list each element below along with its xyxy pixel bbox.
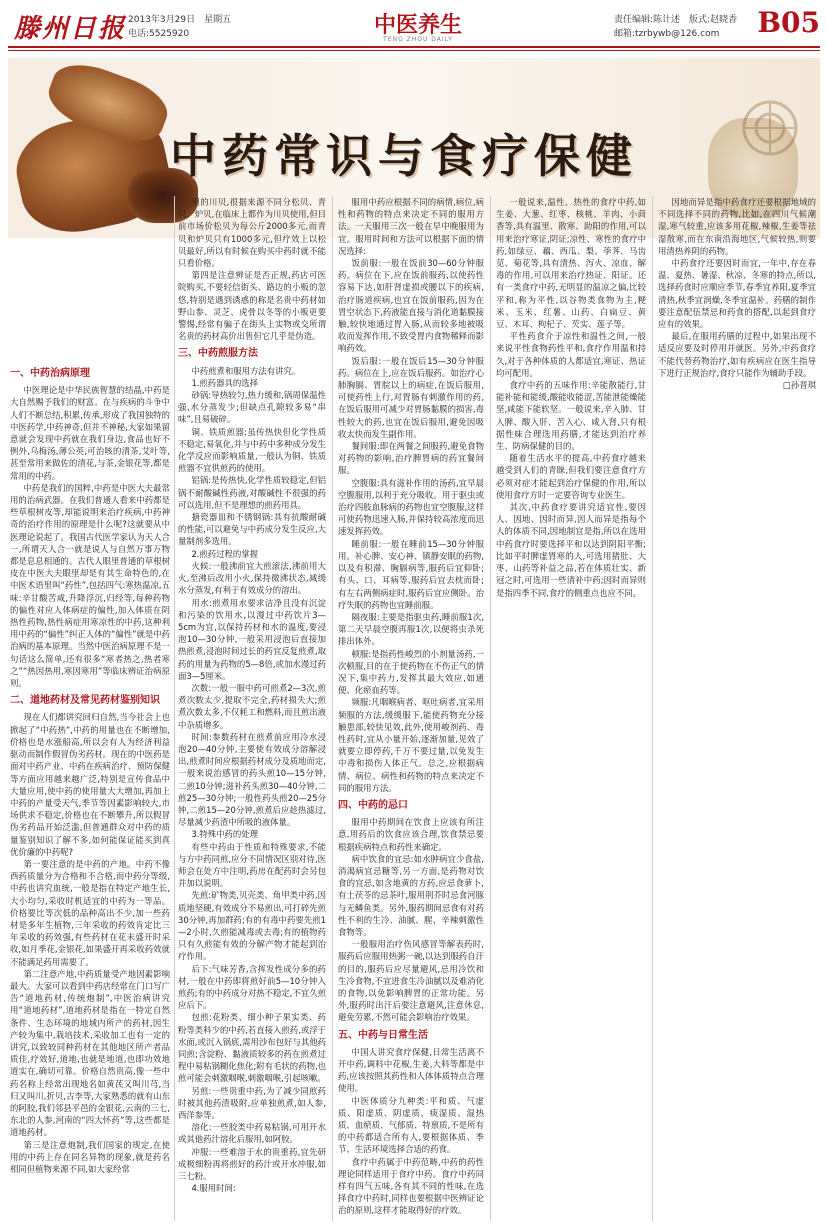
paragraph: 后下:气味芳香,含挥发性成分多的药材,一般在中药即将煎好前5—10分钟入煎药;有的中药成分对热不稳定,不宜久煎应后下。	[178, 963, 326, 1011]
paragraph: 中医体质分九种类:平和质、气虚质、阳虚质、阴虚质、痰湿质、湿热质、血瘀质、气郁质、特禀质,不是所有的中药都适合所有人,要根据体质、季节、生活环境选择合适的药食。	[338, 1095, 484, 1155]
paragraph: 顿服:是指药性峻烈的小剂量汤药,一次顿服,目的在于使药物在不伤正气的情况下,集中药力,发挥其最大效应,如通便、化瘀血药等。	[338, 648, 484, 696]
column-4	[496, 196, 646, 599]
paragraph: 铜、铁质煎器:虽传热快但化学性质不稳定,易氧化,并与中药中多种成分发生化学反应而影响质量,一般认为铜、铁质煎器不宜供煎药的使用。	[178, 426, 326, 474]
newspaper-logo: 滕州日报	[14, 14, 127, 44]
paragraph: 睡前服:一般在睡前15—30分钟服用。补心脾、安心神、镇静安眠的药物,以及有积滞、胸膈病等,服药后宜仰卧;有头、口、耳病等,服药后宜去枕而卧;有左右两侧病症时,服药后宜应侧卧。治疗失眠的药物也宜睡前服。	[338, 538, 484, 610]
paragraph: 因地而异是指中药食疗还要根据地域的不同选择不同的药物,比如,在四川气候潮湿,寒气较重,应该多用花椒,辣椒,生姜等祛湿散寒,而在东南沿海地区,气候较热,则要用清热养阴的药物。	[658, 197, 816, 256]
section-heading: 四、中药的忌口	[338, 799, 408, 811]
masthead	[8, 6, 820, 44]
paragraph: 其次,中药食疗要讲究适宜性,要因人、因地、因时而异,因人而异是指每个人的体质不同,因地制宜是指,所以在选用中药食疗时要选择平和以达到阴阳平衡;比如平时脾虚胃寒的人,可选用猪肚、大枣、山药等补益之品,若在体质壮实、新冠之时,可选用一些清补中药;因时而异则是指四季不同,食疗的侧重点也应不同。	[496, 502, 646, 598]
ornament-icon	[740, 98, 800, 158]
author-signature: □孙晋琪	[782, 380, 816, 391]
paragraph: 第三是注意炮制,我们国家的规定,在使用的中药上存在同名异物的现象,就是药名相同但植物来源不同,如大家经常	[10, 1139, 170, 1174]
paragraph: 饭前服:一般在饭前30—60分钟服药。病位在下,应在饭前服药,以使药性容易下达,如肝肾虚损或腰以下的疾病,治疗肠道疾病,也宜在饭前服药,因为在胃空状态下,药液能直接与消化道黏膜接触,较快地通过胃入肠,从而较多地被吸收而发挥作用,不致受胃内食物稀释而影响药效。	[338, 258, 484, 354]
column-divider	[652, 196, 653, 1221]
subheading: 2.煎药过程的掌握	[191, 548, 259, 559]
column-1	[10, 362, 170, 1175]
subheading: 4.服用时间:	[191, 1183, 236, 1194]
paragraph: 用水:煎煮用水要求洁净且没有沉淀和污染的饮用水,以漫过中药饮片3—5cm为宜,以保持药材和水的温度,要浸泡10—30分钟,一般采用浸泡后直接加热煎煮,浸泡时间过长的药宜反复煎煮,取药的用量为药物的5—8倍,或加水漫过药面3—5厘米。	[178, 597, 326, 681]
paragraph: 铝锅:是传热快,化学性质较稳定,但铝锅不耐酸碱性药液,对酸碱性不很强的药可以选用,但不是理想的煎药用具。	[178, 475, 326, 510]
paragraph: 溶化:一些胶类中药易粘锅,可用开水或其他药汁溶化后服用,如阿胶。	[178, 1122, 326, 1145]
column-5	[658, 196, 816, 391]
section-heading: 五、中药与日常生活	[338, 1029, 428, 1041]
paragraph: 中药是我们的国粹,中药是中医大夫最常用的治病武器。在我们普通人看来中药都是些草根树皮等,却能说明来治疗疾病,中药神奇的治疗作用的原理是什么呢?这就要从中医理论说起了。我国古代医学家认为天人合一,所谓天人合一就是说人与自然万事万物都是息息相通的。古代人眼里普通的草根树皮在中医大夫眼里却是有其生命特色的,在中医术语里叫“药性”,包括四气:寒热温凉,五味:辛甘酸苦咸,升降浮沉,归经等,每种药物的偏性对应人体病症的偏性,加入体质在阴热性药物,热性病症用寒凉性的中药,这种利用中药的“偏性”纠正人体的“偏性”就是中药治病的基本原理。当然中医治病原理不是一句话这么简单,还有很多“寒者热之,热者寒之”“热因热用,寒因寒用”等临床辨证治病原则。	[10, 482, 170, 689]
header-rule-thin	[8, 50, 820, 51]
paragraph: 有些中药由于性质和特殊要求,不能与方中药同煎,应分不同情况区别对待,医师会在处方中注明,药房在配药时会另包并加以说明。	[178, 841, 326, 889]
paragraph: 第四是注意辨证是否正规,药店可医院购买,不要轻信街头、路边的小贩的忽悠,特别是遇到诱惑的称是名贵中药材如野山参、灵芝、虎骨以冬等的小贩更要警惕,经常有骗子在街头上实物或交所谓名贵的药材高价出售但它几乎是伪造。	[178, 270, 326, 342]
issue-date: 2013年3月29日 星期五	[128, 15, 232, 25]
paragraph: 隔夜服:主要是指驱虫药,睡前服1次,第二天早晨空腹再服1次,以便将虫杀死排出体外。	[338, 611, 484, 647]
paragraph: 服用中药期间在饮食上应该有所注意,用药后的饮食应该合理,饮食禁忌要根据疾病特点和药性来确定。	[338, 817, 484, 852]
headline: 中药常识与食疗保健	[170, 129, 638, 183]
paragraph: 餐间服:即在两餐之间服药,避免食物对药物的影响,治疗脾胃病的药宜餐间服。	[338, 441, 484, 476]
paragraph: 一般说来,温性、热性的食疗中药,如生姜、大葱、红枣、核桃、羊肉、小茴香等,具有温里、散寒、助阳的作用,可以用来治疗寒证,阴证;凉性、寒性的食疗中药,如绿豆、藕、西瓜、梨、荸荠、马齿苋、菊花等,具有清热、泻火、凉血、解毒的作用,可以用来治疗热证、阳证。还有一类食疗中药,无明显的温凉之偏,比较平和,称为平性,以谷物类食物为主,粳米、玉米、红薯、山药、白扁豆、黄豆、木耳、枸杞子、芡实、莲子等。	[496, 197, 646, 330]
paragraph: 服用中药应根据不同的病情,病位,病性和药物的特点来决定不同的服用方法。一天服用三次一般在早中晚服用为宜。服用时间和方法可以根据下面的情况选择:	[338, 197, 484, 256]
section-subtitle: TENG ZHOU DAILY	[383, 36, 453, 43]
paragraph: 时间:参数药材在煎煮前应用冷水浸泡20—40分钟,主要使有效成分溶解浸出,煎煮时间应根据药材成分及质地而定,一般来说治感冒的药头煎10—15分钟,二煎10分钟;滋补药头煎30—40分钟,二煎25—30分钟;一般性药头煎20—25分钟,二煎15—20分钟,煎煮后应趁热滤过,尽量减少药渣中所吸的液体量。	[178, 731, 326, 828]
column-3	[338, 196, 484, 1217]
paragraph: 搪瓷器皿和不锈钢锅:具有抗酸耐碱的性能,可以避免与中药成分发生反应,大量制剂多选用。	[178, 512, 326, 547]
column-divider	[332, 196, 333, 1221]
paragraph: 另煎:一些贵重中药,为了减少同煎药时被其他药渣吸附,应单独煎煮,如人参,西洋参等。	[178, 1085, 326, 1121]
section-heading: 三、中药煎服方法	[178, 348, 258, 360]
section-heading: 一、中药治病原理	[10, 368, 90, 379]
paragraph: 中药煎煮和服用方法有讲究。	[191, 365, 301, 376]
paragraph: 随着生活水平的提高,中药食疗越来越受到人们的青睐,但我们要注意食疗方必须对症才能起到治疗保健的作用,所以使用食疗方时一定要咨询专业医生。	[496, 453, 646, 500]
section-title: 中医养生	[373, 13, 462, 38]
paragraph: 饭后服:一般在饭后15—30分钟服药。病位在上,应在饭后服药。如治疗心肺胸膈、胃脘以上的病症,在饭后服用,可使药性上行,对胃肠有刺激作用的药,在饭后服用可减少对胃肠黏膜的损害,毒性较大的药,也宜在饭后服用,避免因吸收太快而发生副作用。	[338, 355, 484, 439]
column-2-top	[178, 196, 326, 1194]
paragraph: 中医理论是中华民族智慧的结晶,中药是大自然赐予我们的财富。在与疾病的斗争中人们不断总结,积累,传承,形成了我国独特的中医药学,中药神奇,但并不神秘,大家如果留意就会发现中药就在我们身边,食品也好不例外,乌梅汤,薄公英,可治咳的清茶,艾叶等,甚至常用来做佐的清花,与茶,金银花等,都是常用的中药。	[10, 385, 170, 481]
paragraph: 食疗中药的五味作用:辛能散能行,甘能补能和能缓,酸能收能涩,苦能泄能燥能坚,咸能下能软坚。一般说来,辛入肺、甘入脾、酸入肝、苦入心、咸入肾,只有根据性味合理选用药膳,才能达到治疗养生、防病保健的目的。	[496, 380, 646, 452]
paragraph: 先煎:矿物类,贝壳类、角甲类中药,因质地坚硬,有效成分不易煎出,可打碎先煎30分钟,再加群药;有的有毒中药要先煎1—2小时,久煎能减毒或去毒;有的植物药只有久煎能有效的分解产物才能起到治疗作用。	[178, 890, 326, 962]
subheading: 3.特殊中药的处理	[191, 829, 259, 840]
paragraph: 用的川贝,很据来源不同分松贝、青贝、炉贝,在临床上都作为川贝使用,但目前市场价松贝为每公斤2000多元,而青贝和炉贝只有1000多元,但疗效上以松贝最好,所以有时候在购买中药时就不能只看价格。	[178, 197, 326, 269]
paragraph: 病中饮食的宜忌:如水肿病宜少食盐,消渴病宜忌糖等,另一方面,是药物对饮食的宜忌,如含地黄的方药,应忌食萝卜,有土茯苓的忌茶叶,服用荆芥时忌食河豚与无鳞鱼类。另外,服药期间忌食有对药性不利的生冷、油腻、腥、辛辣刺激性食物等。	[338, 853, 484, 937]
subheading: 1.煎药器具的选择	[191, 377, 259, 388]
paragraph: 中药食疗还要因时而宜,一年中,存在春温、夏热、暑湿、秋凉、冬寒的特点,所以,选择药食时应顺应季节,春季宜养阳,夏季宜清热,秋季宜润燥,冬季宜温补。药膳的制作要注意配伍禁忌和药食的搭配,以起到食疗应有的效果。	[658, 258, 816, 330]
paragraph: 一般服用治疗伤风感冒等解表药时,服药后应服用热粥一碗,以达到服药自汗的目的,服药后应尽量避风,忌用冷饮和生冷食物,不宜进食生冷油腻以及难消化的食物,以免影响脾胃的正常功能。另外,服药时出汗后要注意避风,注意休息,避免劳累,不然可能会影响治疗效果。	[338, 939, 484, 1023]
column-divider	[490, 196, 491, 1221]
paragraph: 包煎:花粉类、细小种子果实类、药粉等类料少的中药,若直接入煎药,或浮于水面,或沉入锅底,需用沙布包好与其他药同煎;含淀粉、黏液质较多的药在煎煮过程中易粘锅糊化焦化;附有毛状的药物,也煎可能会刺激咽喉,刺激咽喉,引起咳嗽。	[178, 1012, 326, 1084]
column-divider	[174, 196, 175, 1221]
paragraph: 火候:一般沸前宜大煎滚法,沸前用大火,至沸后改用小火,保持微沸状态,减缓水分蒸发,有利于有效成分的溶出。	[178, 560, 326, 596]
paragraph: 中国人讲究食疗保健,日常生活离不开中药,调料中花椒,生姜,大料等都是中药,应该按照其药性和人体体质特点合理使用。	[338, 1046, 484, 1094]
page-number: B05	[757, 6, 820, 39]
header-rule	[8, 46, 820, 48]
paragraph: 第一要注意的是中药的产地。中药不像西药质量分为合格和不合格,而中药分等级,中药也讲究血统,一般是指在特定产地生长,大小均匀,采收时机适宜的中药为一等品。价格要比等次低的品种高出不少,加一些药材是多年生植物,三年采收的药效肯定比三年采收的药效强,有些药材在花未盛开时采收,如月季花,金银花,如果盛开再采收药效就不能满足药用需要了。	[10, 858, 170, 967]
paragraph: 砂锅:导热较匀,热力缓和,锅周保温性强,水分蒸发少;但缺点孔隙较多易“串味”,且易破碎。	[178, 390, 326, 425]
phone-number: 电话:5525920	[128, 29, 190, 39]
paragraph: 第二注意产地,中药质量受产地因素影响最大。大家可以看到中药店经常在门口写广告“道地药材,传统炮制”,中医治病讲究用“道地药材”,道地药材是指在一特定自然条件、生态环境的地域内所产的药材,因生产较为集中,栽培技术,采收加工也有一定的讲究,以致较同种药材在其他地区所产者品质佳,疗效好,道地,也就是地道,也即功效地道实在,确切可靠。价格自然贵高,像一些中药名称上经常出现地名如黄芪又叫川芎,当归又叫川,折贝,古李等,大家熟悉的就有山东的阿胶,我们邻县平邑的金银花,云南的三七,东北的人参,河南的“四大怀药”等,这些都是道地药材。	[10, 968, 170, 1138]
email-address: 邮箱:tzrbywb@126.com	[614, 29, 720, 39]
paragraph: 平性药食介于凉性和温性之间,一般来说平性食物药性平和,食疗作用温和持久,对于各种体质的人都适宜,寒证、热证均可配用。	[496, 331, 646, 378]
paragraph: 次数:一般一服中药可煎煮2—3次,煎煮次数太少,提取不完全,药材损失大;煎煮次数太多,不仅耗工和燃料,而且煎出液中杂质增多。	[178, 682, 326, 730]
section-heading: 二、道地药材及常见药材鉴别知识	[10, 695, 160, 707]
paragraph: 频服:凡咽喉病者、呕吐病者,宜采用频服的方法,缓缓服下,能使药物充分接触患部,较快见效,此外,使用峻剂药、毒性药时,宜从小量开始,逐渐加量,见效了就要立即停药,千万不要过量,以免发生中毒和损伤人体正气。总之,应根据病情、病位、病性和药物的特点来决定不同的服用方法。	[338, 697, 484, 793]
paragraph: 最后,在服用药膳的过程中,如果出现不适反应要及时停用并就医。另外,中药食疗不能代替药物治疗,如有疾病应在医生指导下进行正规治疗,食疗只能作为辅助手段。	[658, 331, 816, 378]
paragraph: 空腹服:具有滋补作用的汤药,宜早晨空腹服用,以利于充分吸收。用于驱虫或治疗四肢血脉病的药物也宜空腹服,这样可使药物迅速入肠,并保持较高浓度而迅速发挥药效。	[338, 477, 484, 537]
editor-credits: 责任编辑:陈计述 版式:赵晓香	[614, 15, 738, 25]
paragraph: 食疗中药属于中药范畴,中药的药性理论同样适用于食疗中药。食疗中药同样有四气五味,各有其不同的性味,在选择食疗中药时,同样也要根据中医辨证论治的原则,这样才能取得好的疗效。	[338, 1156, 484, 1216]
paragraph: 现在人们都讲究回归自然,当今社会上也掀起了“中药热”,中药的用量也在不断增加,价格也是水涨船高,所以会有人为经济利益驱动而制作假冒伪劣药材。现在的中医药是面对中药产业、中药在疾病治疗、预防保健等方面应用越来越广泛,特别是宣传食品中大量应用,使中药的使用量大大增加,再加上中药的产量受天气,季节等因素影响较大,市场供求不稳定,价格也在不断攀升,所以假冒伪劣药品开始泛滥,但普通群众对中药的质量鉴别知识了解不多,如何能保证能买到真优价廉的中药呢?	[10, 712, 170, 857]
paragraph: 冲服:一些难溶于水的贵重药,宜先研成极细粉再将煎好的药汁或开水冲服,如三七粉。	[178, 1146, 326, 1182]
